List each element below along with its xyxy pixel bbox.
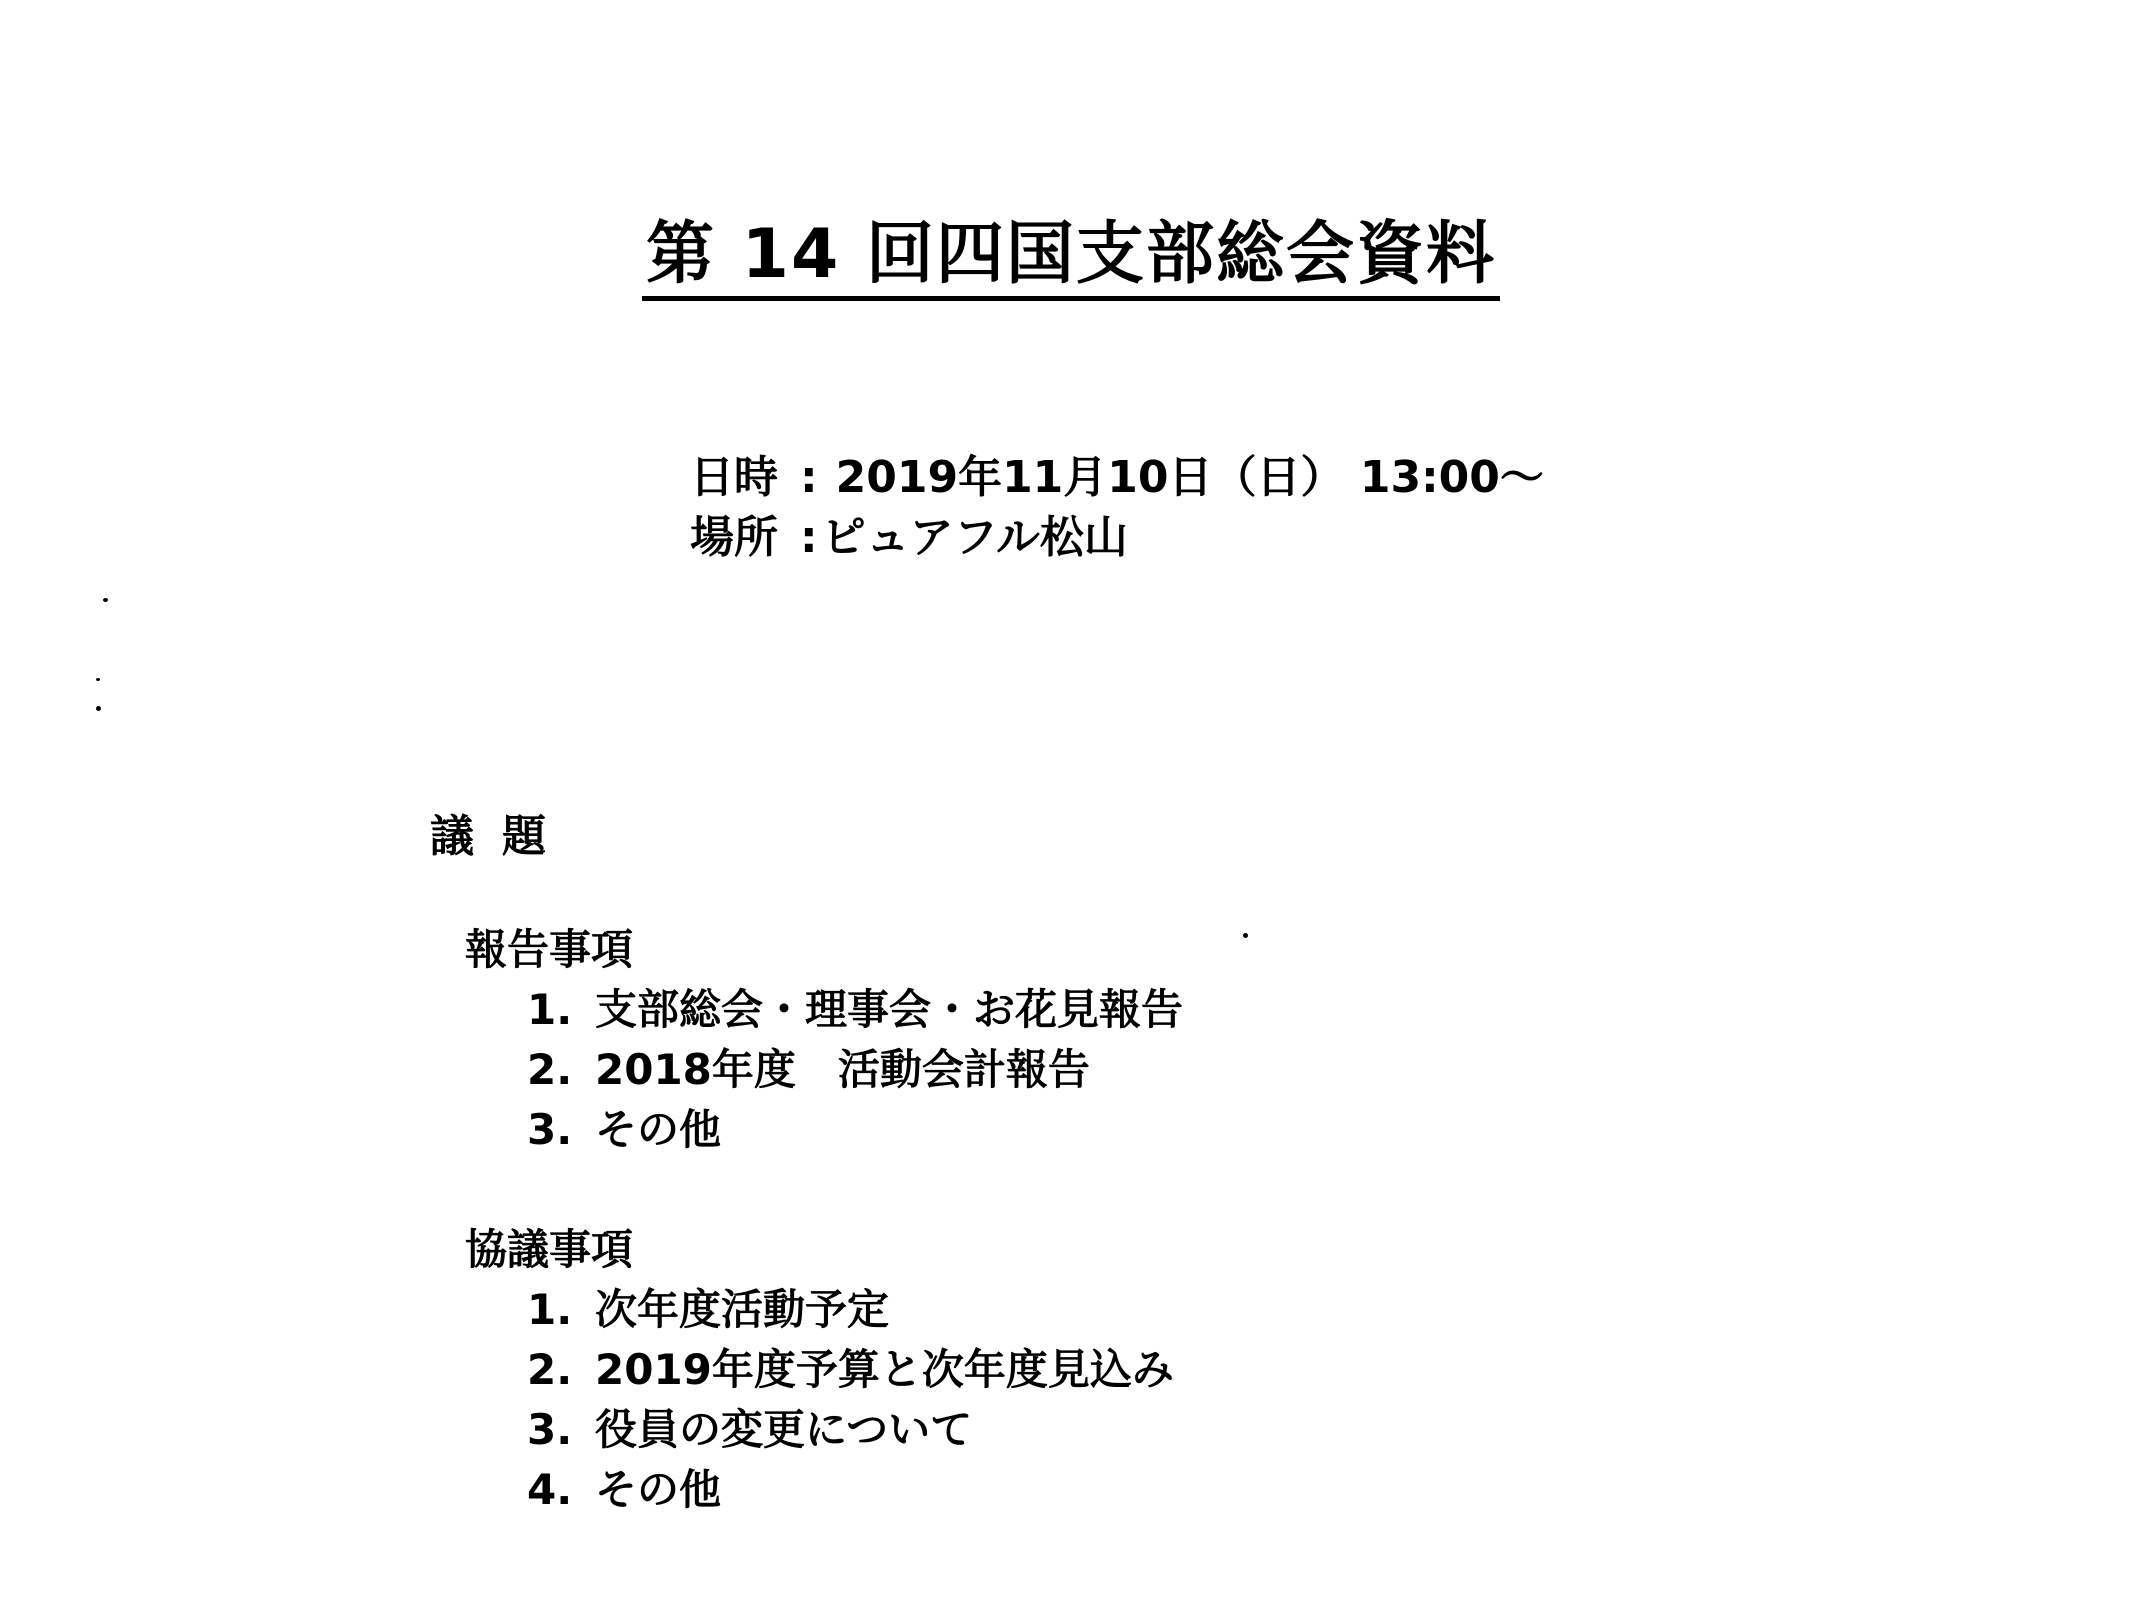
item-text: 2019年度予算と次年度見込み <box>595 1345 1174 1394</box>
report-section <box>465 920 1183 1160</box>
list-item <box>527 1040 1183 1100</box>
item-number: 1. <box>527 1285 573 1334</box>
place-separator: : <box>800 512 818 563</box>
list-item <box>527 1100 1183 1160</box>
place-label: 場所 <box>690 512 778 563</box>
item-number: 2. <box>527 1345 573 1394</box>
item-text: その他 <box>595 1105 722 1154</box>
place-value: ピュアフル松山 <box>821 512 1128 563</box>
datetime-label: 日時 <box>690 452 778 503</box>
item-text: 次年度活動予定 <box>595 1285 890 1334</box>
scan-speck <box>96 706 101 711</box>
meeting-info <box>690 448 1544 568</box>
item-text: 2018年度 活動会計報告 <box>595 1045 1090 1094</box>
item-number: 3. <box>527 1105 573 1154</box>
datetime-row <box>690 448 1544 508</box>
place-row <box>690 508 1544 568</box>
list-item <box>527 980 1183 1040</box>
datetime-value: 2019年11月10日（日） 13:00～ <box>835 452 1544 503</box>
scan-speck <box>103 598 108 602</box>
scan-speck <box>1243 933 1248 938</box>
discussion-section <box>465 1220 1174 1520</box>
report-items <box>465 980 1183 1160</box>
item-number: 1. <box>527 985 573 1034</box>
document-title <box>0 214 2142 296</box>
agenda-heading: 議題 <box>430 811 574 862</box>
item-text: 役員の変更について <box>595 1405 973 1454</box>
scan-speck <box>96 678 100 681</box>
datetime-separator: : <box>800 452 818 503</box>
list-item <box>527 1280 1174 1340</box>
list-item <box>527 1460 1174 1520</box>
list-item <box>527 1340 1174 1400</box>
list-item <box>527 1400 1174 1460</box>
item-number: 4. <box>527 1465 573 1514</box>
item-text: 支部総会・理事会・お花見報告 <box>595 985 1184 1034</box>
discussion-section-title: 協議事項 <box>465 1225 634 1274</box>
item-number: 3. <box>527 1405 573 1454</box>
report-section-title: 報告事項 <box>465 925 634 974</box>
item-text: その他 <box>595 1465 722 1514</box>
item-number: 2. <box>527 1045 573 1094</box>
document-title-text: 第 14 回四国支部総会資料 <box>642 215 1500 301</box>
discussion-items <box>465 1280 1174 1520</box>
